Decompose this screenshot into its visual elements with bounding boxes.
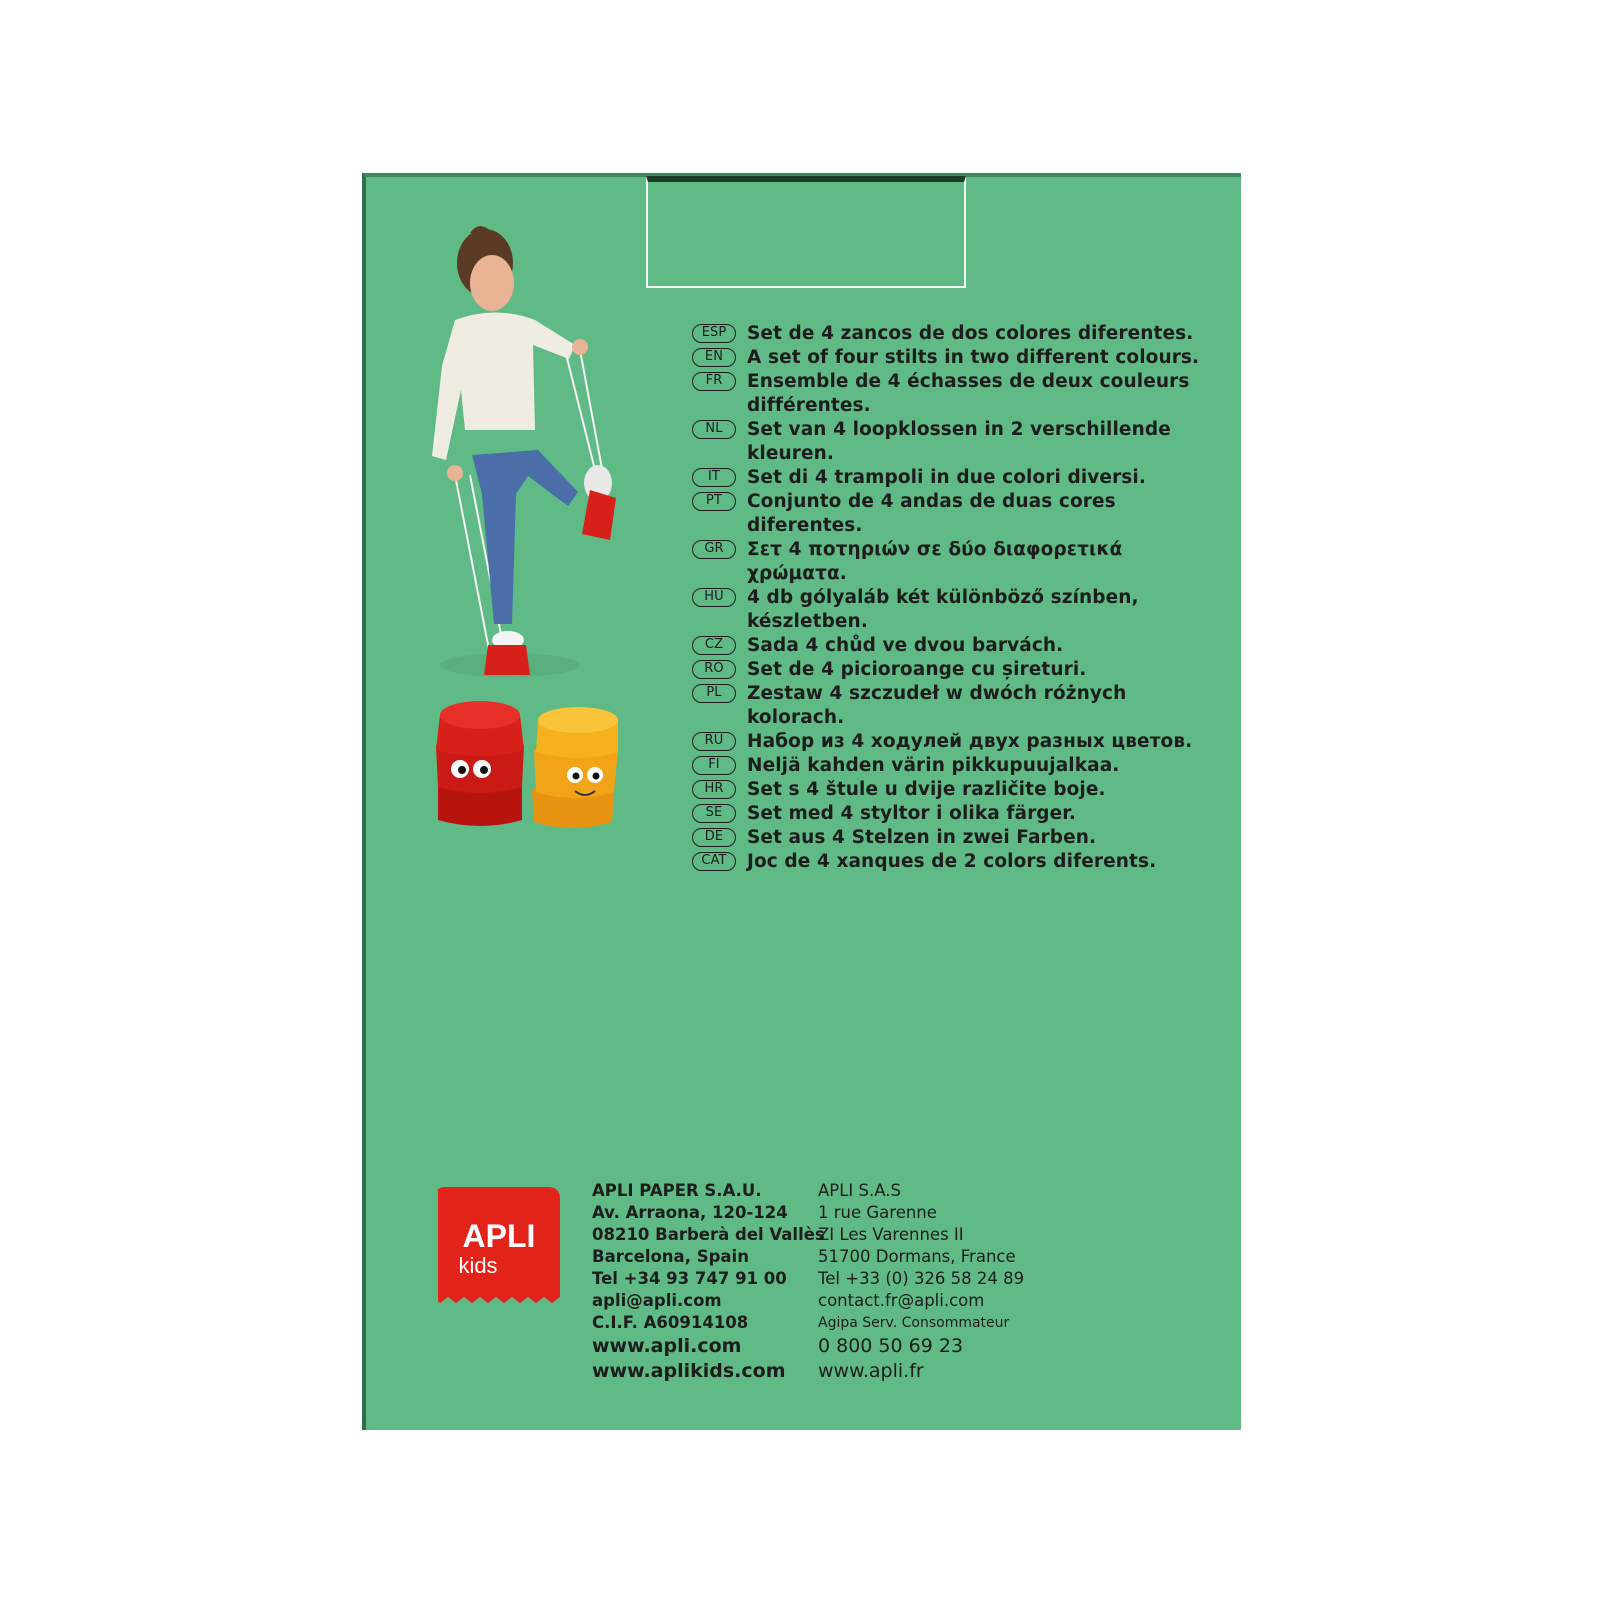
logo-brand: APLI — [462, 1218, 536, 1254]
lang-code-badge: DE — [692, 828, 736, 847]
contact-website: www.aplikids.com — [592, 1360, 786, 1382]
contact-line: APLI S.A.S — [818, 1181, 901, 1200]
lang-text: Neljä kahden värin pikkupuujalkaa. — [747, 755, 1120, 776]
lang-text: Set van 4 loopklossen in 2 verschillende kleuren. — [747, 419, 1171, 464]
contact-website: www.apli.com — [592, 1335, 742, 1357]
lang-item-gr — [692, 538, 1212, 586]
lang-code-badge: IT — [692, 468, 736, 487]
lang-code-badge: PL — [692, 684, 736, 703]
lang-code-badge: CZ — [692, 636, 736, 655]
lang-item-ro — [692, 658, 1212, 682]
lang-text: Σετ 4 ποτηριών σε δύο διαφορετικά χρώματα. — [747, 539, 1123, 584]
lang-code-badge: CAT — [692, 852, 736, 871]
contact-line: 51700 Dormans, France — [818, 1247, 1016, 1266]
lang-text: 4 db gólyaláb két különböző színben, készletben. — [747, 587, 1139, 632]
contact-spain — [592, 1180, 825, 1384]
contact-line: Barcelona, Spain — [592, 1247, 749, 1266]
box-side-edge — [362, 173, 366, 1430]
lang-text: A set of four stilts in two different colours. — [747, 347, 1200, 368]
lang-code-badge: SE — [692, 804, 736, 823]
lang-text: Set aus 4 Stelzen in zwei Farben. — [747, 827, 1097, 848]
contact-line: Tel +33 (0) 326 58 24 89 — [818, 1269, 1025, 1288]
lang-text: Ensemble de 4 échasses de deux couleurs différentes. — [747, 371, 1190, 416]
contact-line: Tel +34 93 747 91 00 — [592, 1269, 787, 1288]
lang-text: Set de 4 zancos de dos colores diferentes. — [747, 323, 1194, 344]
lang-item-ru — [692, 730, 1212, 754]
contact-website: www.apli.fr — [818, 1360, 924, 1382]
lang-text: Joc de 4 xanques de 2 colors diferents. — [747, 851, 1157, 872]
lang-item-fi — [692, 754, 1212, 778]
lang-item-nl — [692, 418, 1212, 466]
lang-item-fr — [692, 370, 1212, 418]
lang-text: Set med 4 styltor i olika färger. — [747, 803, 1077, 824]
lang-item-pl — [692, 682, 1212, 730]
lang-code-badge: NL — [692, 420, 736, 439]
contact-line: C.I.F. A60914108 — [592, 1313, 749, 1332]
product-photo — [430, 225, 660, 925]
lang-text: Sada 4 chůd ve dvou barvách. — [747, 635, 1064, 656]
lang-text: Set de 4 picioroange cu șireturi. — [747, 659, 1087, 680]
red-stilts-stack — [436, 701, 524, 826]
lang-item-esp — [692, 322, 1212, 346]
lang-code-badge: FR — [692, 372, 736, 391]
lang-code-badge: GR — [692, 540, 736, 559]
lang-code-badge: RO — [692, 660, 736, 679]
lang-item-de — [692, 826, 1212, 850]
lang-text: Set s 4 štule u dvije različite boje. — [747, 779, 1106, 800]
packaging-window — [646, 176, 966, 288]
lang-item-cz — [692, 634, 1212, 658]
lang-item-it — [692, 466, 1212, 490]
contact-line: 1 rue Garenne — [818, 1203, 937, 1222]
contact-email: apli@apli.com — [592, 1291, 722, 1310]
lang-code-badge: ESP — [692, 324, 736, 343]
lang-text: Set di 4 trampoli in due colori diversi. — [747, 467, 1146, 488]
language-descriptions — [692, 322, 1212, 874]
lang-code-badge: RU — [692, 732, 736, 751]
apli-kids-logo — [438, 1187, 560, 1309]
lang-code-badge: HR — [692, 780, 736, 799]
lang-item-hu — [692, 586, 1212, 634]
lang-text: Zestaw 4 szczudeł w dwóch różnych kolorach. — [747, 683, 1127, 728]
lang-code-badge: EN — [692, 348, 736, 367]
lang-text: Conjunto de 4 andas de duas cores diferentes. — [747, 491, 1116, 536]
lang-item-hr — [692, 778, 1212, 802]
lang-item-pt — [692, 490, 1212, 538]
lang-text: Набор из 4 ходулей двух разных цветов. — [747, 731, 1193, 752]
contact-line: Agipa Serv. Consommateur — [818, 1315, 1010, 1331]
lang-item-en — [692, 346, 1212, 370]
yellow-stilts-stack — [532, 707, 618, 828]
lang-code-badge: HU — [692, 588, 736, 607]
lang-item-cat — [692, 850, 1212, 874]
contact-france — [818, 1180, 1024, 1384]
lang-item-se — [692, 802, 1212, 826]
logo-sub: kids — [458, 1253, 498, 1278]
contact-email: contact.fr@apli.com — [818, 1291, 985, 1310]
contact-phone: 0 800 50 69 23 — [818, 1335, 964, 1357]
contact-line: Av. Arraona, 120-124 — [592, 1203, 788, 1222]
contact-line: APLI PAPER S.A.U. — [592, 1181, 762, 1200]
contact-line: ZI Les Varennes II — [818, 1225, 964, 1244]
lang-code-badge: FI — [692, 756, 736, 775]
contact-line: 08210 Barberà del Vallès — [592, 1225, 825, 1244]
lang-code-badge: PT — [692, 492, 736, 511]
